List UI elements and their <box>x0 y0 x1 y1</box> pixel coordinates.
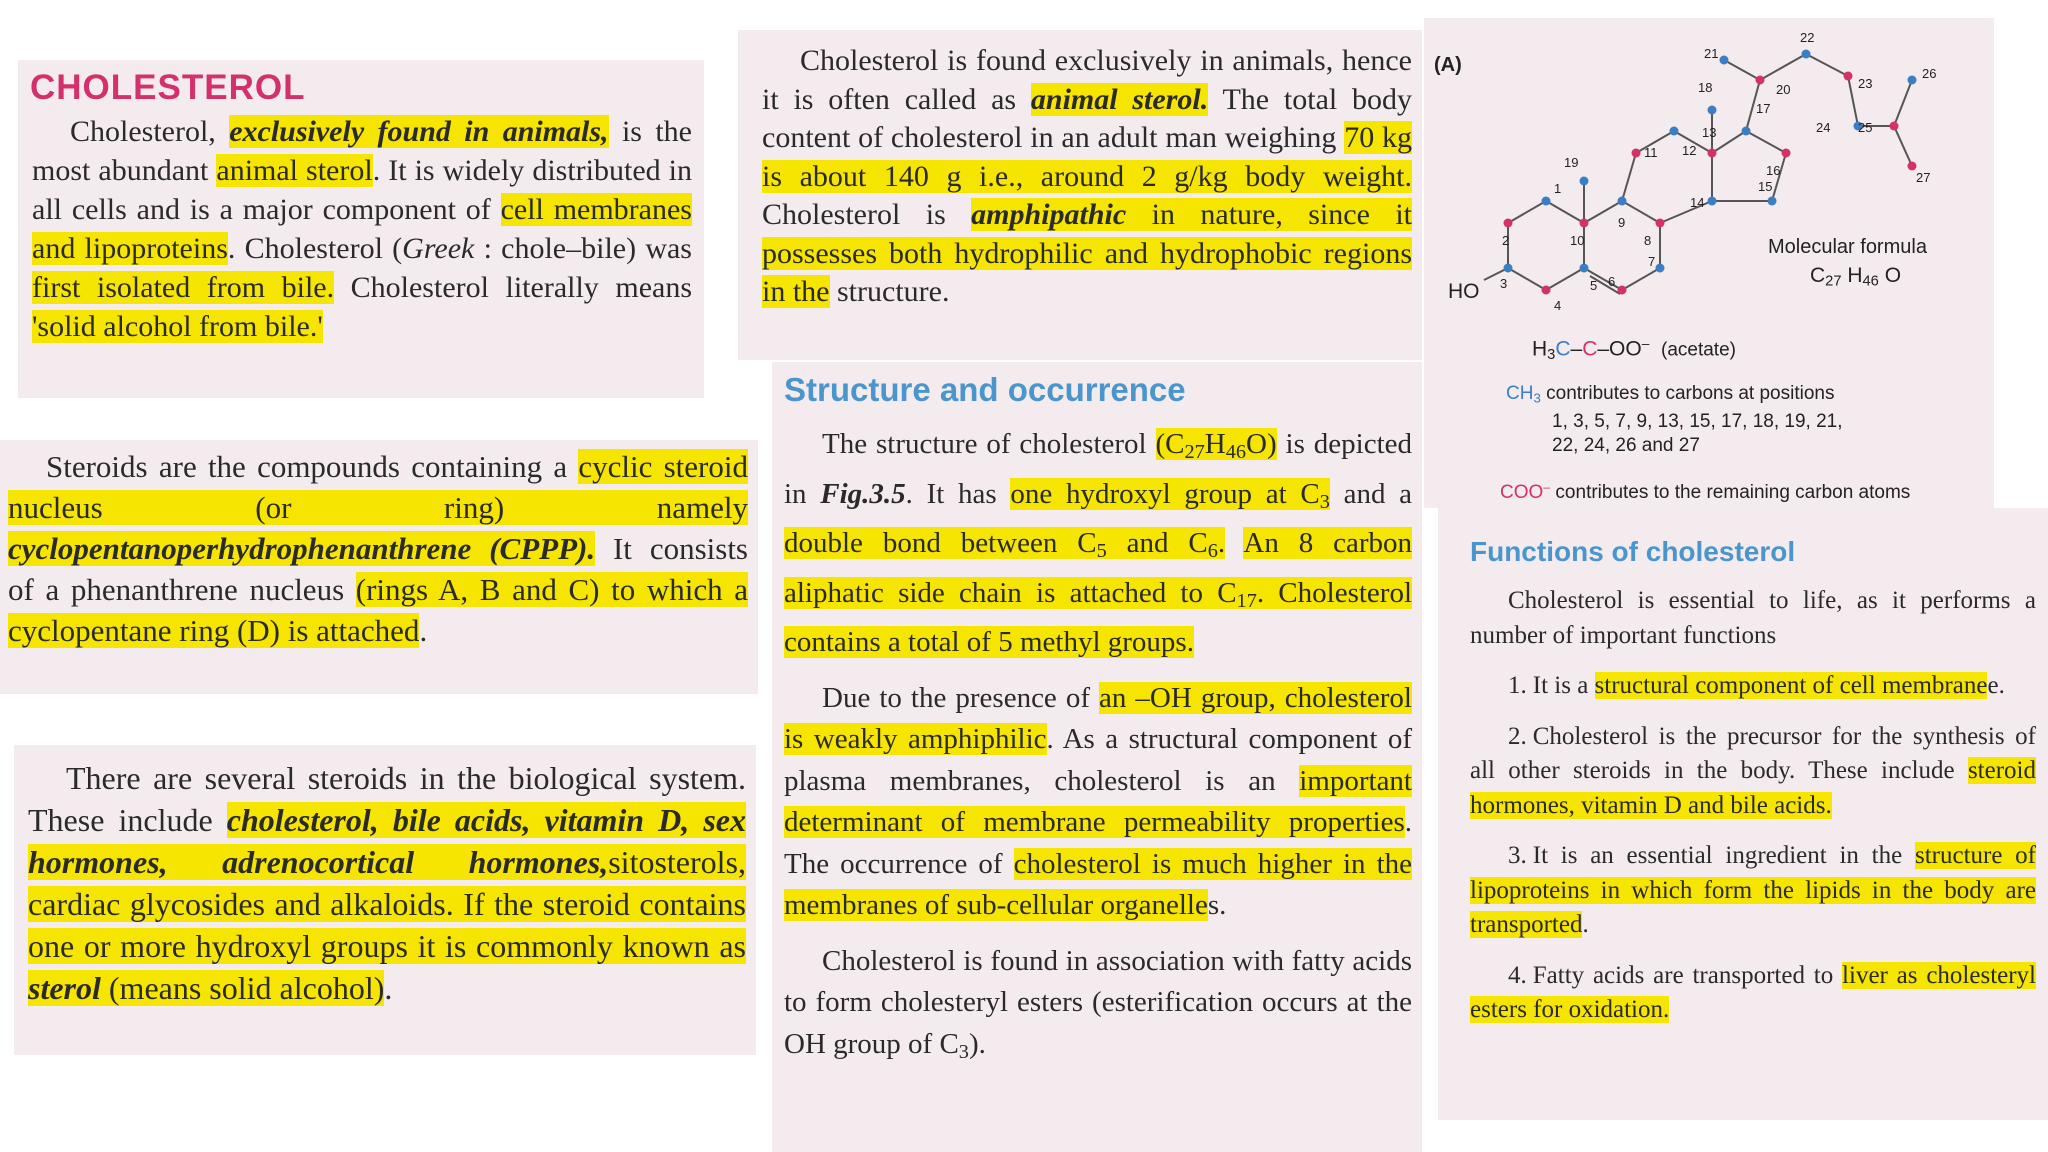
carbon-number-4: 4 <box>1554 298 1562 313</box>
carbon-number-1: 1 <box>1554 181 1562 196</box>
carbon-atom-9 <box>1618 197 1627 206</box>
superscript: – <box>1641 336 1650 351</box>
text: . <box>1582 911 1589 938</box>
carbon-number-11: 11 <box>1644 145 1658 160</box>
text: . The occurrence of <box>784 806 1412 880</box>
text: Greek <box>402 232 475 265</box>
carbon-atom-16 <box>1782 149 1791 158</box>
text: is the most abundant <box>32 115 692 187</box>
text: H <box>1532 337 1548 361</box>
ch3-line-2: 1, 3, 5, 7, 9, 13, 15, 17, 18, 19, 21, <box>1552 411 1843 433</box>
text: s. <box>1207 889 1227 922</box>
text: Due to the presence of <box>822 681 1100 714</box>
text: . Cholesterol ( <box>227 232 403 265</box>
highlight: (means solid alcohol) <box>100 970 385 1006</box>
subscript: 3 <box>1533 390 1541 406</box>
highlight: animal sterol. <box>1030 82 1209 116</box>
carbon-atom-2 <box>1504 219 1513 228</box>
carbon-number-20: 20 <box>1776 82 1791 97</box>
carbon-atom-12 <box>1670 127 1679 136</box>
functions-card <box>1438 508 2048 1120</box>
text: Cholesterol is <box>762 198 972 231</box>
carbon-number-22: 22 <box>1800 30 1815 45</box>
text: The structure of cholesterol <box>822 428 1156 460</box>
bond <box>1894 80 1912 126</box>
carbon-number-10: 10 <box>1570 233 1585 248</box>
carbon-atom-19 <box>1580 177 1589 186</box>
animal-sterol-card <box>738 30 1422 360</box>
item-number: 1. <box>1508 672 1527 699</box>
text <box>1225 527 1243 559</box>
item-number: 3. <box>1508 842 1527 869</box>
bond <box>1584 201 1622 223</box>
highlight: amphipathic <box>971 198 1127 231</box>
ho-label: HO <box>1448 280 1480 303</box>
carbon-number-26: 26 <box>1922 66 1937 81</box>
highlight: an –OH group, cholesterol is weakly amphiphilic <box>784 681 1412 756</box>
function-item-3 <box>1470 839 2036 943</box>
animal-sterol-paragraph <box>762 42 1412 312</box>
text: one hydroxyl group at C <box>1010 477 1320 510</box>
carbon-atom-15 <box>1768 197 1777 206</box>
carbon-number-19: 19 <box>1564 155 1579 170</box>
highlight: first isolated from bile. <box>32 271 335 304</box>
subscript: 46 <box>1862 273 1879 290</box>
bond <box>1894 126 1912 166</box>
text: : chole–bile) was <box>474 232 692 265</box>
bond <box>1622 268 1660 290</box>
highlight: animal sterol <box>216 154 373 187</box>
intro-paragraph <box>32 112 692 346</box>
text: It is a <box>1532 672 1595 699</box>
carbon-atom-23 <box>1844 72 1853 81</box>
subscript: 5 <box>1096 540 1107 563</box>
highlight: 70 kg is about 140 g i.e., around 2 g/kg body weight. <box>762 121 1413 193</box>
coo-contribution-note <box>1500 480 1910 504</box>
text: Cholesterol literally means <box>334 271 692 304</box>
highlight: important determinant of membrane permeability properties <box>784 764 1412 839</box>
subscript: 46 <box>1225 441 1247 464</box>
carbon-atom-3 <box>1504 264 1513 273</box>
section-title: CHOLESTEROL <box>30 68 306 107</box>
text: COO <box>1500 481 1544 503</box>
carbon-atom-5 <box>1580 264 1589 273</box>
bond <box>1760 54 1806 80</box>
formula-highlight <box>1155 428 1277 464</box>
carbon-atom-4 <box>1542 286 1551 295</box>
text: H <box>1841 264 1863 287</box>
text: (C <box>1155 428 1185 460</box>
function-item-2 <box>1470 720 2036 824</box>
carbon-atom-11 <box>1632 149 1641 158</box>
text: Cholesterol is the precursor for the synthesis of all other steroids in the body. These include <box>1470 722 2036 784</box>
text <box>1506 383 1541 404</box>
item-number: 4. <box>1508 961 1527 989</box>
carbon-number-27: 27 <box>1916 170 1931 185</box>
carbon-number-18: 18 <box>1698 80 1713 95</box>
acetate-formula <box>1532 336 1736 363</box>
subscript: 3 <box>958 1040 969 1063</box>
text: H <box>1204 428 1226 460</box>
structure-paragraph-2 <box>784 678 1412 927</box>
carbon-atom-10 <box>1580 219 1589 228</box>
cholesterol-intro-card <box>18 60 704 398</box>
highlight: cyclic steroid nucleus (or ring) namely <box>8 449 748 525</box>
text: Steroids are the compounds containing a <box>46 449 579 484</box>
text: contributes to the remaining carbon atoms <box>1550 481 1911 503</box>
subscript: 3 <box>1319 490 1330 513</box>
steroids-definition-paragraph <box>8 446 748 651</box>
text: (acetate) <box>1661 339 1736 361</box>
function-item-4 <box>1470 959 2036 1028</box>
ch3-contribution-note <box>1506 382 1843 458</box>
bond <box>1622 201 1660 223</box>
highlight: sitosterols, cardiac glycosides and alkaloids. If the steroid contains one or more hydroxyl groups it is commonly known as <box>28 844 746 964</box>
carbon-atom-22 <box>1802 50 1811 59</box>
bond <box>1508 201 1546 223</box>
highlight: cholesterol is much higher in the membranes of sub-cellular organelle <box>784 847 1412 922</box>
carbon-number-14: 14 <box>1690 195 1705 210</box>
carbon-atom-17 <box>1742 127 1751 136</box>
bond <box>1712 131 1746 153</box>
text: C <box>1555 337 1571 361</box>
superscript: – <box>1543 480 1551 494</box>
highlight: steroid hormones, vitamin D and bile acids. <box>1470 757 2036 819</box>
carbon-number-9: 9 <box>1618 215 1626 230</box>
text: . <box>1217 527 1226 560</box>
highlight: structural component of cell membrane <box>1594 672 1988 699</box>
carbon-number-25: 25 <box>1858 120 1873 135</box>
carbon-atom-25 <box>1890 122 1899 131</box>
highlight: exclusively found in animals, <box>229 115 609 148</box>
ch3-line-3: 22, 24, 26 and 27 <box>1552 435 1700 457</box>
panel-label: (A) <box>1434 54 1462 76</box>
figure-reference: Fig.3.5 <box>820 477 906 510</box>
carbon-number-24: 24 <box>1816 120 1831 135</box>
carbon-number-17: 17 <box>1756 101 1771 116</box>
structure-occurrence-card <box>772 362 1422 1152</box>
carbon-number-12: 12 <box>1682 143 1697 158</box>
ch3-line-1 <box>1506 382 1843 410</box>
cholesterol-structure-figure <box>1424 18 1994 508</box>
text: –OO <box>1597 337 1642 361</box>
carbon-number-5: 5 <box>1590 278 1598 293</box>
text: O <box>1878 264 1902 287</box>
subscript: 3 <box>1547 347 1556 364</box>
highlight: structure of lipoproteins in which form the lipids in the body are transported <box>1470 842 2037 938</box>
highlight <box>1010 477 1330 513</box>
carbon-number-15: 15 <box>1758 179 1773 194</box>
molecular-formula <box>1810 264 1901 290</box>
highlight: cell membranes and lipoproteins <box>32 193 692 265</box>
bond <box>1546 201 1584 223</box>
highlight: cholesterol, bile acids, vitamin D, sex hormones, adrenocortical hormones, <box>28 802 747 880</box>
text: . <box>419 613 428 648</box>
carbon-number-23: 23 <box>1858 76 1873 91</box>
structure-paragraph-3 <box>784 941 1412 1074</box>
carbon-number-8: 8 <box>1644 233 1652 248</box>
text: contributes to carbons at positions <box>1540 383 1835 404</box>
carbon-atom-20 <box>1756 76 1765 85</box>
bond <box>1546 268 1584 290</box>
item-number: 2. <box>1508 722 1527 750</box>
text: C <box>1582 337 1598 361</box>
structure-heading: Structure and occurrence <box>784 371 1186 408</box>
carbon-atom-8 <box>1656 219 1665 228</box>
text: e. <box>1987 672 2005 699</box>
highlight: (rings A, B and C) to which a cyclopentane ring (D) is attached <box>8 572 748 648</box>
steroids-list-card <box>14 745 756 1055</box>
functions-heading: Functions of cholesterol <box>1470 536 1796 567</box>
text: double bond between C <box>784 527 1097 560</box>
text: ). <box>968 1027 986 1060</box>
text: An 8 carbon aliphatic side chain is attached to C <box>784 527 1413 609</box>
highlight: cyclopentanoperhydrophenanthrene (CPPP). <box>8 531 596 566</box>
text: Cholesterol is found in association with fatty acids to form cholesteryl esters (esterification occurs at the OH group of C <box>784 944 1412 1060</box>
steroids-list-paragraph <box>28 757 746 1009</box>
highlight: in nature, since it possesses both hydrophilic and hydrophobic regions in the <box>762 198 1412 308</box>
text: and a <box>1329 477 1413 510</box>
text: is depicted in <box>784 428 1412 510</box>
text: . It is widely distributed in all cells and is a major component of <box>32 154 692 226</box>
steroids-definition-card <box>0 440 758 694</box>
carbon-atom-21 <box>1720 56 1729 65</box>
carbon-number-16: 16 <box>1766 163 1781 178</box>
text: It consists of a phenanthrene nucleus <box>8 531 748 607</box>
subscript: 27 <box>1184 441 1205 464</box>
text: It is an essential ingredient in the <box>1532 842 1915 869</box>
bond <box>1622 153 1636 201</box>
highlight: sterol <box>28 970 101 1006</box>
carbon-atom-1 <box>1542 197 1551 206</box>
text: O) <box>1246 428 1277 460</box>
text: C <box>1810 264 1826 287</box>
bond <box>1724 60 1760 80</box>
function-item-1 <box>1470 669 2036 704</box>
bond <box>1746 131 1786 153</box>
carbon-atom-13 <box>1708 149 1717 158</box>
carbon-atom-26 <box>1908 76 1917 85</box>
subscript: 27 <box>1825 273 1842 290</box>
carbon-number-3: 3 <box>1500 276 1508 291</box>
bond <box>1508 268 1546 290</box>
highlight <box>784 527 1226 563</box>
structure-paragraph-1 <box>784 424 1412 664</box>
bond <box>1806 54 1848 76</box>
text <box>1649 338 1661 361</box>
text: . <box>384 970 393 1006</box>
carbon-number-7: 7 <box>1648 254 1656 269</box>
carbon-atom-18 <box>1708 106 1717 115</box>
text: and C <box>1106 527 1208 560</box>
carbon-number-21: 21 <box>1704 46 1719 61</box>
text: . Cholesterol contains a total of 5 methyl groups. <box>784 576 1413 659</box>
text: There are several steroids in the biological system. These include <box>28 760 746 838</box>
cholesterol-skeleton-diagram <box>1424 18 1994 348</box>
carbon-atom-7 <box>1656 264 1665 273</box>
carbon-number-2: 2 <box>1502 233 1510 248</box>
text: . As a structural component of plasma membranes, cholesterol is an <box>784 723 1412 797</box>
functions-intro: Cholesterol is essential to life, as it performs a number of important functions <box>1470 587 2036 649</box>
carbon-number-13: 13 <box>1702 125 1717 140</box>
bond <box>1848 76 1858 126</box>
text: Cholesterol, <box>70 115 230 148</box>
carbon-atom-6 <box>1618 286 1627 295</box>
text: structure. <box>829 275 950 308</box>
text: The total body content of cholesterol in an adult man weighing <box>762 82 1413 154</box>
text: Fatty acids are transported to <box>1532 961 1843 989</box>
text: CH <box>1506 383 1534 404</box>
text: . It has <box>905 477 1011 510</box>
molecular-formula-label: Molecular formula <box>1768 236 1927 258</box>
subscript: 17 <box>1236 589 1257 612</box>
highlight: 'solid alcohol from bile.' <box>32 310 323 343</box>
text: Cholesterol is found exclusively in animals, hence it is often called as <box>762 44 1412 116</box>
highlight: liver as cholesteryl esters for oxidation. <box>1470 961 2037 1023</box>
carbon-atom-14 <box>1708 197 1717 206</box>
carbon-number-6: 6 <box>1608 274 1616 289</box>
text: – <box>1570 337 1583 361</box>
subscript: 6 <box>1207 540 1218 563</box>
